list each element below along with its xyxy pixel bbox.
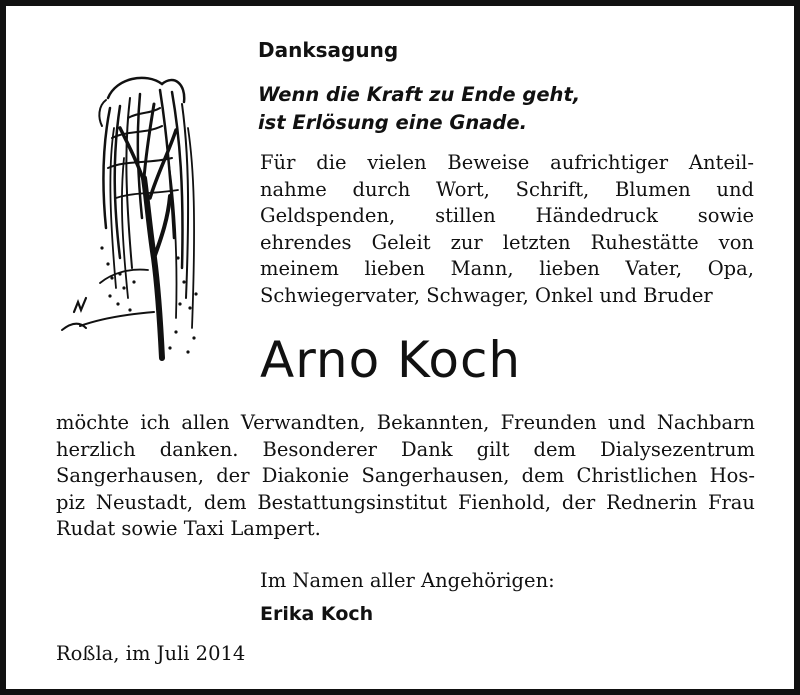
thanks-line: möchte ich allen Verwandten, Bekannten, Freunden und Nachbarn	[56, 411, 755, 434]
deceased-name: Arno Koch	[260, 331, 522, 389]
intro-line: nahme durch Wort, Schrift, Blumen und	[260, 177, 754, 201]
intro-line: meinem lieben Mann, lieben Vater, Opa,	[260, 257, 754, 281]
memorial-quote	[258, 81, 580, 137]
thanks-line: Sangerhausen, der Diakonie Sangerhausen, dem Christlichen Hos-	[56, 464, 755, 488]
weeping-willow-icon	[50, 68, 230, 378]
signer-name: Erika Koch	[260, 603, 374, 625]
thanks-paragraph	[56, 410, 755, 543]
thanks-line: herzlich danken. Besonderer Dank gilt dem Dialysezentrum	[56, 437, 755, 461]
intro-line: Geldspenden, stillen Händedruck sowie	[260, 204, 754, 228]
thanks-line: Rudat sowie Taxi Lampert.	[56, 517, 321, 541]
on-behalf-line: Im Namen aller Angehörigen:	[260, 569, 555, 592]
intro-line: Schwiegervater, Schwager, Onkel und Bruder	[260, 283, 713, 307]
quote-line: ist Erlösung eine Gnade.	[258, 111, 527, 134]
notice-heading: Danksagung	[258, 38, 399, 62]
quote-line: Wenn die Kraft zu Ende geht,	[258, 83, 581, 106]
intro-line: ehrendes Geleit zur letzten Ruhestätte von	[260, 230, 754, 254]
thanks-line: piz Neustadt, dem Bestattungsinstitut Fienhold, der Rednerin Frau	[56, 490, 755, 514]
intro-line: Für die vielen Beweise aufrichtiger Anteil-	[260, 151, 754, 174]
place-date: Roßla, im Juli 2014	[56, 642, 246, 665]
intro-paragraph	[260, 150, 754, 310]
